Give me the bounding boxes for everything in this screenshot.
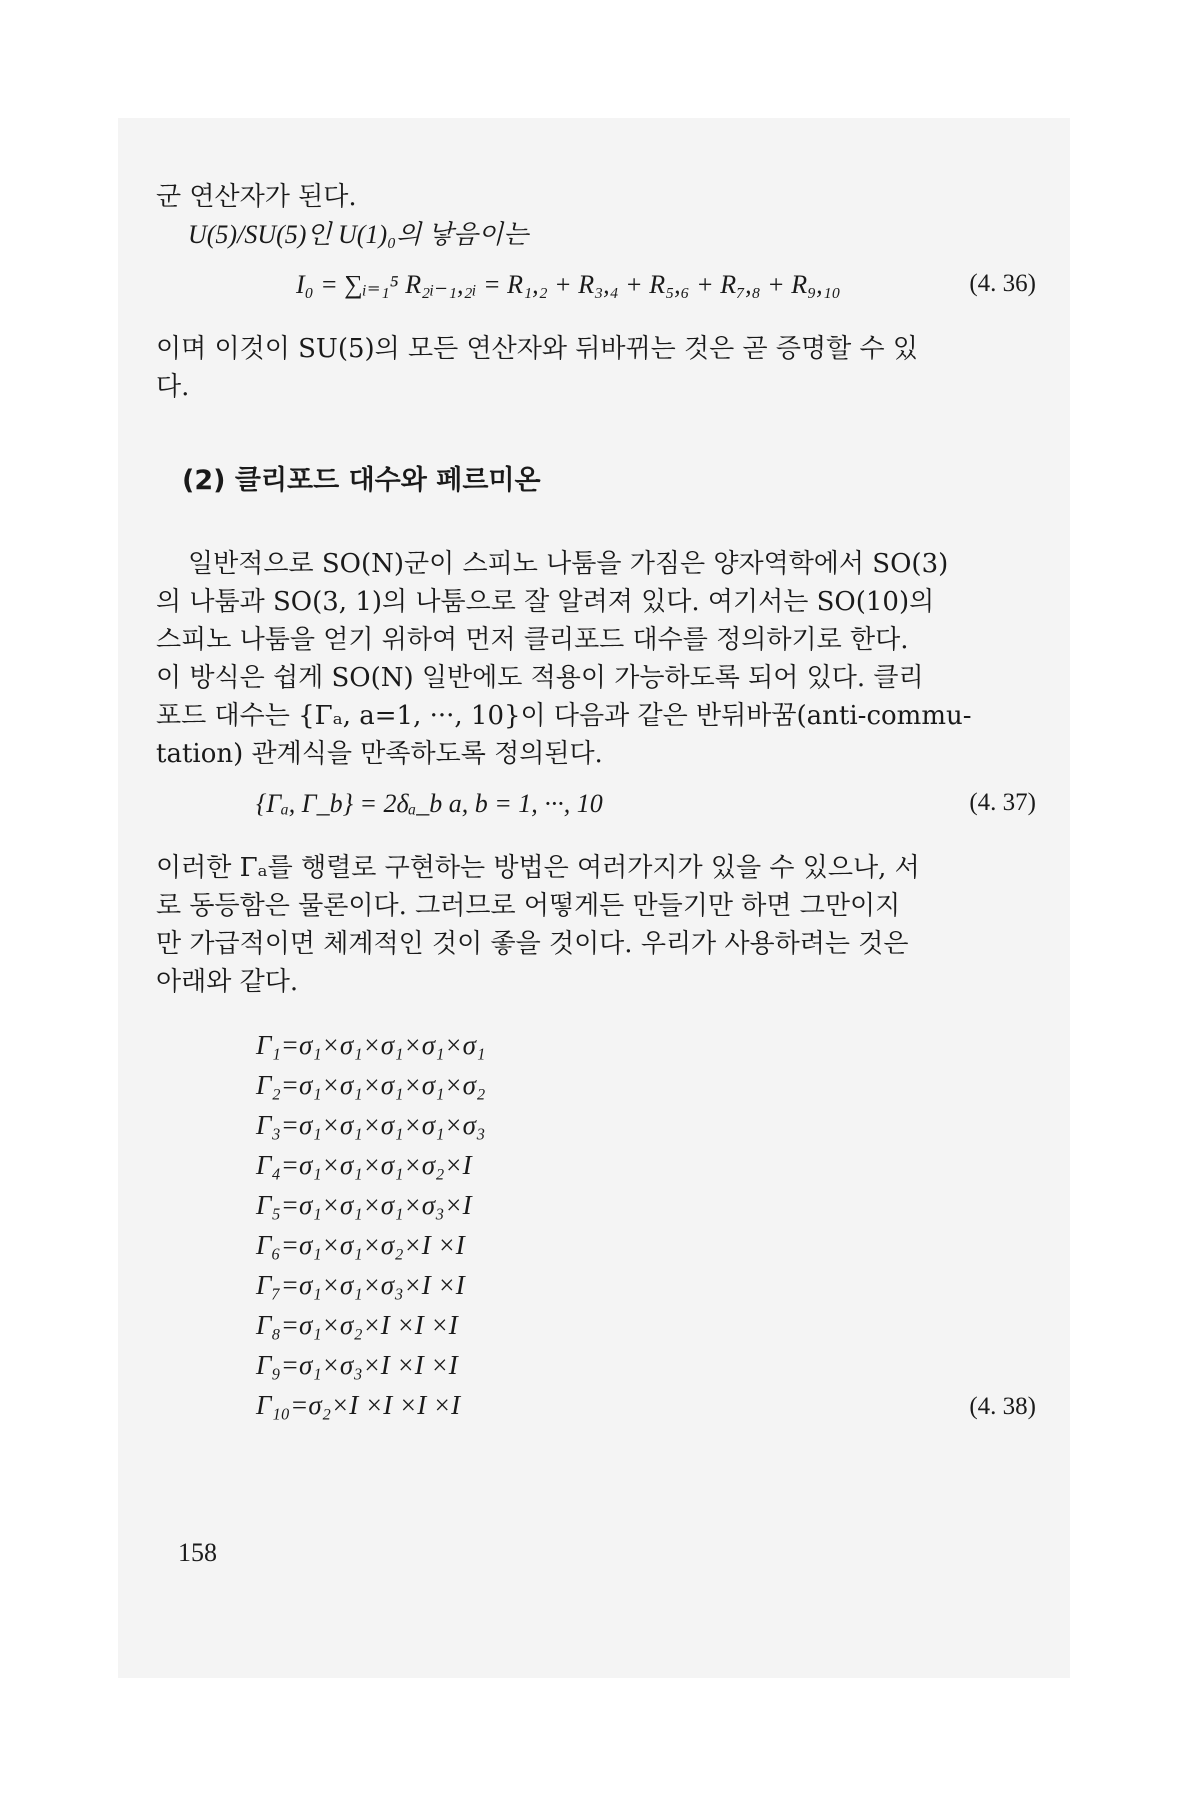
paragraph-3-line-5: 포드 대수는 {Γₐ, a=1, ···, 10}이 다음과 같은 반뒤바꿈(anti-commu-: [156, 701, 972, 731]
page-sheet: [118, 118, 1070, 1678]
paragraph-3-line-1: 일반적으로 SO(N)군이 스피노 나툼을 가짐은 양자역학에서 SO(3): [188, 549, 949, 579]
gamma-line-4: Γ₄=σ₁×σ₁×σ₁×σ₂×I: [256, 1150, 472, 1180]
equation-4-38-number: (4. 38): [969, 1393, 1036, 1420]
equation-4-37-number: (4. 37): [969, 789, 1036, 816]
paragraph-2-line-2: 다.: [156, 372, 190, 402]
paragraph-2-line-1: 이며 이것이 SU(5)의 모든 연산자와 뒤바뀌는 것은 곧 증명할 수 있: [156, 334, 918, 364]
page-content: [156, 178, 1036, 1425]
gamma-line-1: Γ₁=σ₁×σ₁×σ₁×σ₁×σ₁: [256, 1030, 486, 1060]
paragraph-3-line-2: 의 나툼과 SO(3, 1)의 나툼으로 잘 알려져 있다. 여기서는 SO(10)의: [156, 587, 935, 617]
paragraph-4-line-2: 로 동등함은 물론이다. 그러므로 어떻게든 만들기만 하면 그만이지: [156, 891, 901, 921]
gamma-line-8: Γ₈=σ₁×σ₂×I ×I ×I: [256, 1310, 458, 1340]
paragraph-4-line-4: 아래와 같다.: [156, 967, 299, 997]
gamma-line-5: Γ₅=σ₁×σ₁×σ₁×σ₃×I: [256, 1190, 472, 1220]
paragraph-3-line-4: 이 방식은 쉽게 SO(N) 일반에도 적용이 가능하도록 되어 있다. 클리: [156, 663, 924, 693]
paragraph-3-line-3: 스피노 나툼을 얻기 위하여 먼저 클리포드 대수를 정의하기로 한다.: [156, 625, 909, 655]
equation-4-36-body: I₀ = ∑ᵢ₌₁⁵ R₂ᵢ₋₁,₂ᵢ = R₁,₂ + R₃,₄ + R₅,₆ + R₇,₈ + R₉,₁₀: [296, 270, 841, 299]
gamma-line-7: Γ₇=σ₁×σ₁×σ₃×I ×I: [256, 1270, 465, 1300]
paragraph-3-line-6: tation) 관계식을 만족하도록 정의된다.: [156, 739, 603, 769]
section-heading: (2) 클리포드 대수와 페르미온: [182, 465, 541, 496]
gamma-line-3: Γ₃=σ₁×σ₁×σ₁×σ₁×σ₃: [256, 1110, 486, 1140]
equation-4-36-number: (4. 36): [969, 270, 1036, 297]
equation-4-38: [256, 1025, 1036, 1425]
paragraph-1-line-1: 군 연산자가 된다.: [156, 182, 357, 212]
gamma-line-10: Γ₁₀=σ₂×I ×I ×I ×I: [256, 1390, 461, 1420]
paragraph-4-line-1: 이러한 Γₐ를 행렬로 구현하는 방법은 여러가지가 있을 수 있으나, 서: [156, 853, 920, 883]
gamma-line-2: Γ₂=σ₁×σ₁×σ₁×σ₁×σ₂: [256, 1070, 486, 1100]
equation-4-37: [156, 773, 1036, 831]
paragraph-4-line-3: 만 가급적이면 체계적인 것이 좋을 것이다. 우리가 사용하려는 것은: [156, 929, 909, 959]
equation-4-37-body: {Γₐ, Γ_b} = 2δₐ_b a, b = 1, ···, 10: [256, 789, 603, 818]
page-number: 158: [178, 1538, 217, 1567]
equation-4-36: [156, 254, 1036, 324]
gamma-line-6: Γ₆=σ₁×σ₁×σ₂×I ×I: [256, 1230, 465, 1260]
paragraph-1-line-2: U(5)/SU(5)인 U(1)₀의 낳음이는: [188, 220, 529, 249]
gamma-line-9: Γ₉=σ₁×σ₃×I ×I ×I: [256, 1350, 458, 1380]
